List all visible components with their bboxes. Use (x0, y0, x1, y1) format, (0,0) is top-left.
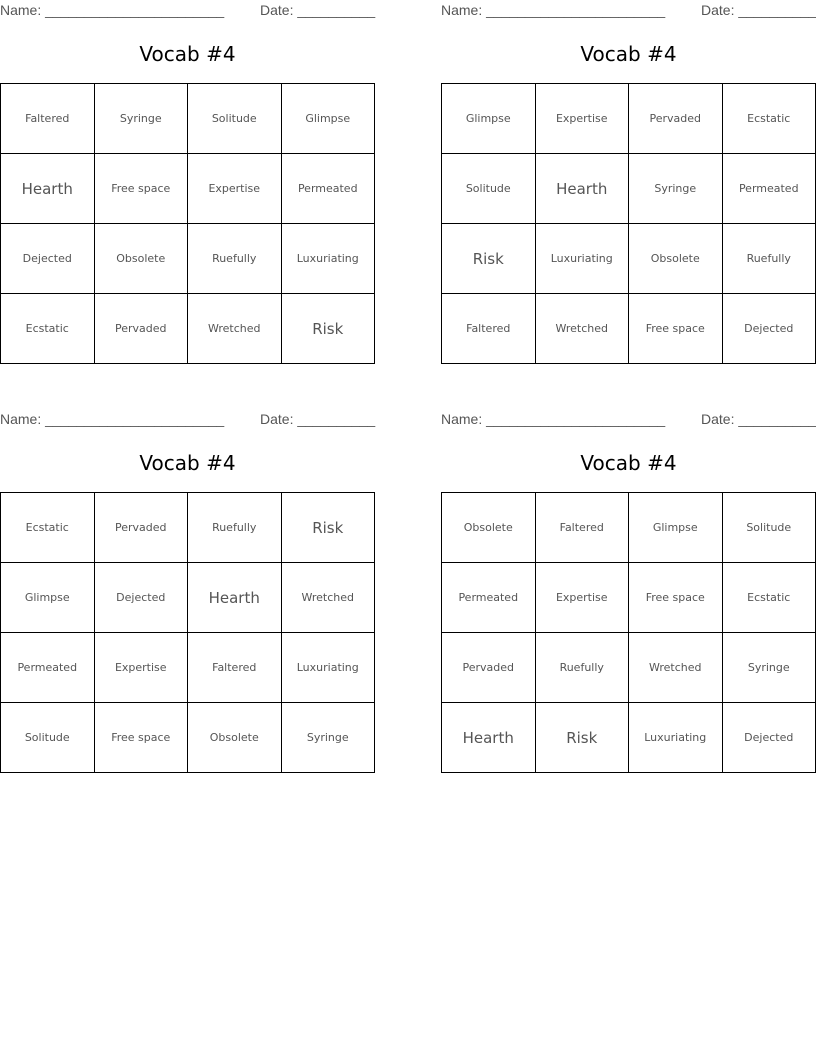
grid-cell: Obsolete (629, 224, 723, 294)
grid-cell: Faltered (442, 294, 536, 364)
grid-row (1, 224, 375, 294)
grid-cell: Syringe (629, 154, 723, 224)
name-field[interactable]: Name: _______________________ (441, 2, 666, 18)
grid-cell: Ecstatic (1, 294, 95, 364)
grid-row (442, 633, 816, 703)
grid-cell: Glimpse (281, 84, 375, 154)
grid-row (442, 493, 816, 563)
grid-row (442, 703, 816, 773)
grid-cell: Free space (94, 703, 188, 773)
card-title: Vocab #4 (580, 451, 677, 475)
card-title: Vocab #4 (580, 42, 677, 66)
grid-cell: Risk (281, 493, 375, 563)
grid-cell: Glimpse (1, 563, 95, 633)
grid-row (1, 493, 375, 563)
bingo-card-4 (441, 409, 816, 747)
grid-cell: Permeated (442, 563, 536, 633)
bingo-card-2 (441, 0, 816, 335)
grid-row (1, 84, 375, 154)
name-date-line (0, 409, 375, 431)
grid-cell: Solitude (442, 154, 536, 224)
grid-cell: Pervaded (94, 493, 188, 563)
grid-cell: Luxuriating (281, 224, 375, 294)
grid-row (442, 84, 816, 154)
grid-cell: Risk (442, 224, 536, 294)
grid-cell: Ecstatic (722, 84, 816, 154)
grid-cell: Expertise (188, 154, 282, 224)
date-field[interactable]: Date: __________ (701, 411, 816, 427)
card-title: Vocab #4 (139, 451, 236, 475)
grid-cell: Pervaded (94, 294, 188, 364)
grid-cell: Solitude (1, 703, 95, 773)
grid-cell: Expertise (535, 84, 629, 154)
bingo-card-1 (0, 0, 376, 338)
grid-cell: Risk (281, 294, 375, 364)
grid-cell: Free space (629, 294, 723, 364)
grid-cell: Dejected (94, 563, 188, 633)
grid-cell: Wretched (188, 294, 282, 364)
grid-row (1, 563, 375, 633)
grid-cell: Expertise (535, 563, 629, 633)
grid-cell: Faltered (188, 633, 282, 703)
grid-cell: Free space (629, 563, 723, 633)
grid-cell: Syringe (94, 84, 188, 154)
grid-row (442, 294, 816, 364)
grid-row (442, 154, 816, 224)
grid-cell: Permeated (1, 633, 95, 703)
bingo-grid (0, 492, 375, 773)
name-date-line (441, 0, 816, 22)
grid-cell: Ecstatic (722, 563, 816, 633)
grid-cell: Obsolete (188, 703, 282, 773)
grid-cell: Luxuriating (281, 633, 375, 703)
grid-cell: Permeated (722, 154, 816, 224)
grid-cell: Luxuriating (629, 703, 723, 773)
grid-cell: Syringe (722, 633, 816, 703)
grid-cell: Free space (94, 154, 188, 224)
grid-cell: Hearth (442, 703, 536, 773)
grid-cell: Risk (535, 703, 629, 773)
bingo-grid (441, 492, 816, 773)
grid-cell: Solitude (722, 493, 816, 563)
bingo-grid (441, 83, 816, 364)
name-field[interactable]: Name: _______________________ (441, 411, 666, 427)
grid-cell: Syringe (281, 703, 375, 773)
grid-row (442, 224, 816, 294)
grid-cell: Luxuriating (535, 224, 629, 294)
grid-cell: Wretched (281, 563, 375, 633)
card-title: Vocab #4 (139, 42, 236, 66)
grid-cell: Wretched (629, 633, 723, 703)
grid-cell: Pervaded (629, 84, 723, 154)
grid-cell: Wretched (535, 294, 629, 364)
grid-cell: Faltered (1, 84, 95, 154)
grid-cell: Pervaded (442, 633, 536, 703)
grid-row (1, 154, 375, 224)
name-date-line (0, 0, 375, 22)
grid-cell: Solitude (188, 84, 282, 154)
grid-row (1, 633, 375, 703)
grid-cell: Faltered (535, 493, 629, 563)
grid-cell: Expertise (94, 633, 188, 703)
grid-cell: Obsolete (442, 493, 536, 563)
grid-cell: Ruefully (188, 224, 282, 294)
grid-cell: Obsolete (94, 224, 188, 294)
grid-cell: Dejected (722, 294, 816, 364)
grid-cell: Hearth (188, 563, 282, 633)
grid-cell: Ecstatic (1, 493, 95, 563)
grid-cell: Ruefully (722, 224, 816, 294)
date-field[interactable]: Date: __________ (701, 2, 816, 18)
grid-cell: Hearth (1, 154, 95, 224)
name-field[interactable]: Name: _______________________ (0, 2, 225, 18)
grid-row (1, 294, 375, 364)
grid-row (442, 563, 816, 633)
grid-cell: Dejected (722, 703, 816, 773)
grid-cell: Glimpse (629, 493, 723, 563)
grid-row (1, 703, 375, 773)
grid-cell: Ruefully (535, 633, 629, 703)
bingo-grid (0, 83, 375, 364)
name-date-line (441, 409, 816, 431)
grid-cell: Glimpse (442, 84, 536, 154)
grid-cell: Hearth (535, 154, 629, 224)
grid-cell: Dejected (1, 224, 95, 294)
bingo-card-3 (0, 409, 376, 744)
name-field[interactable]: Name: _______________________ (0, 411, 225, 427)
date-field[interactable]: Date: __________ (260, 2, 376, 18)
date-field[interactable]: Date: __________ (260, 411, 376, 427)
grid-cell: Ruefully (188, 493, 282, 563)
grid-cell: Permeated (281, 154, 375, 224)
